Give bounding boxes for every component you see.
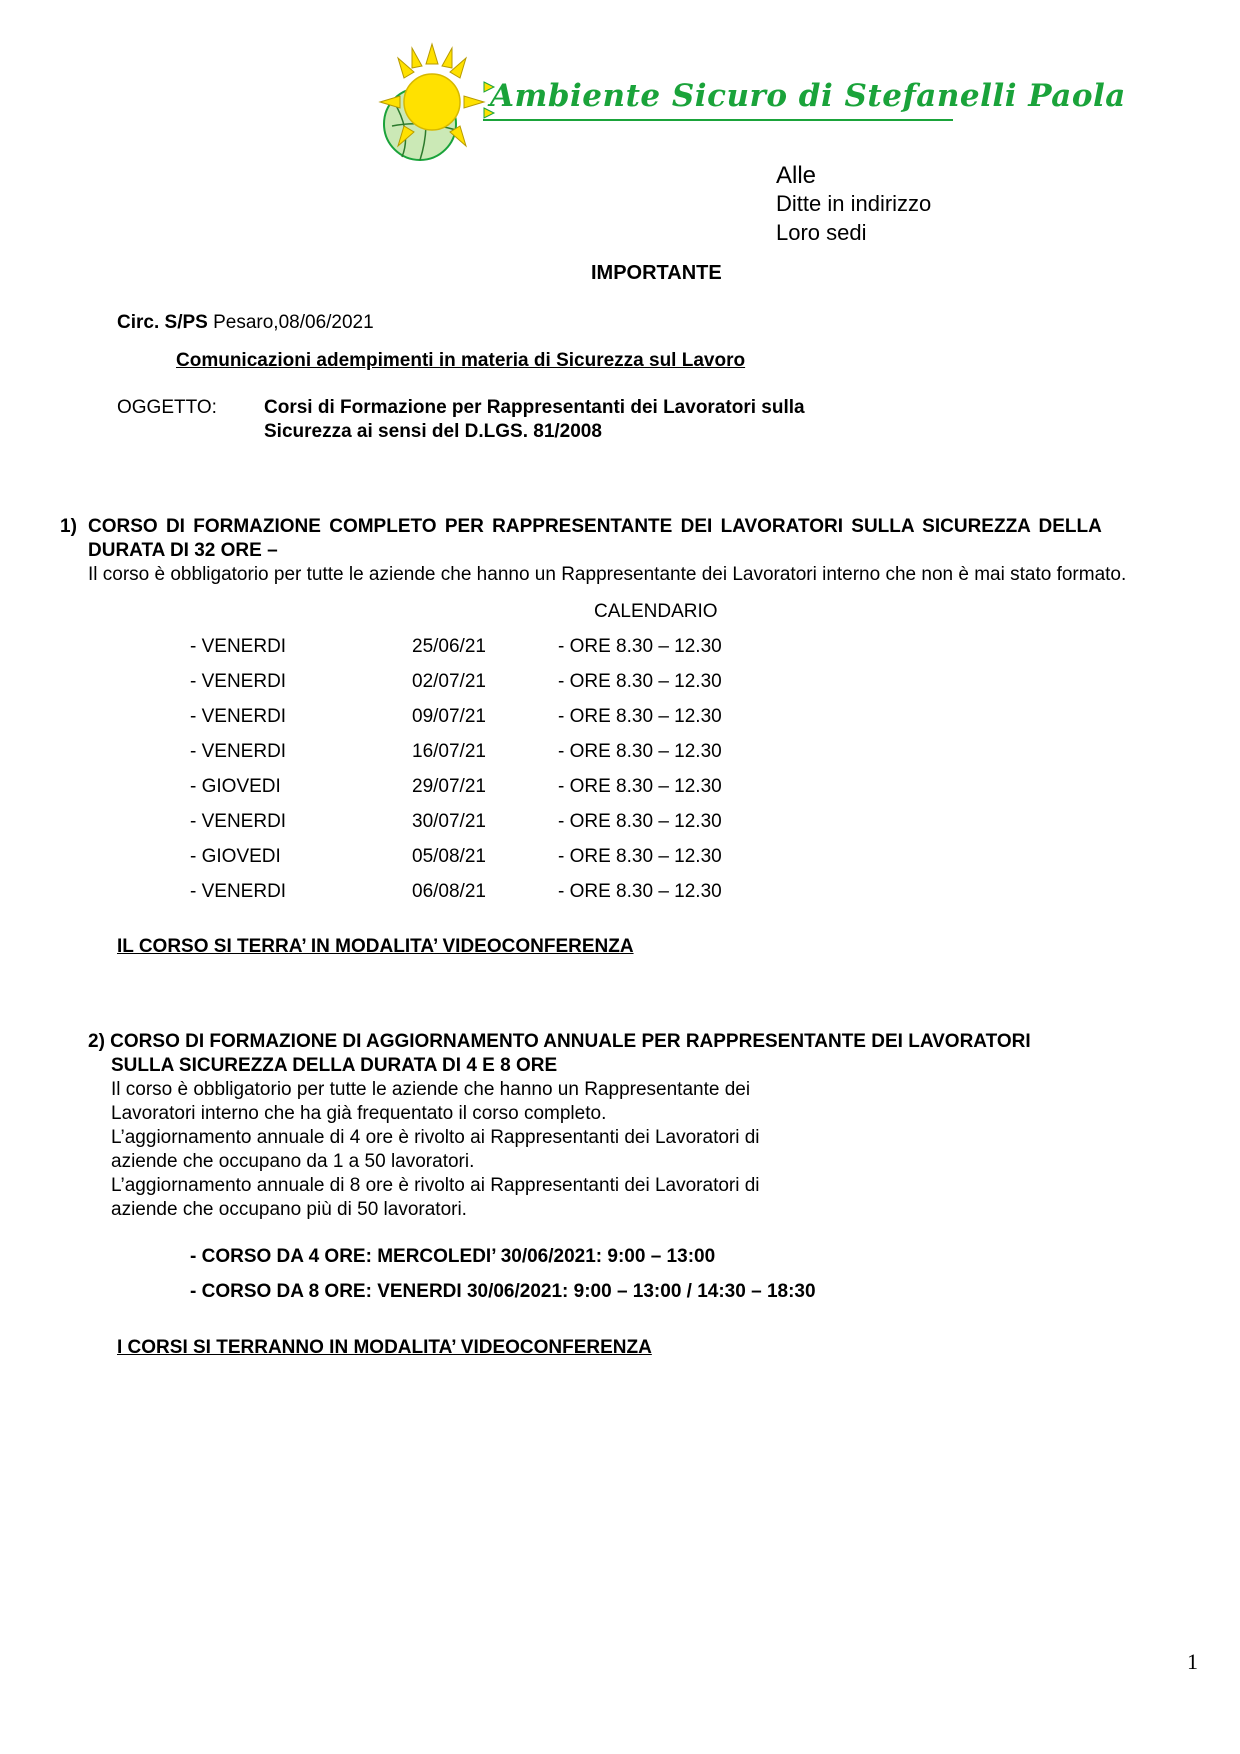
schedule-day: - VENERDI [190, 636, 287, 657]
schedule-day: - GIOVEDI [190, 846, 281, 867]
schedule-time: - ORE 8.30 – 12.30 [558, 776, 722, 797]
schedule-time: - ORE 8.30 – 12.30 [558, 881, 722, 902]
course-8h: - CORSO DA 8 ORE: VENERDI 30/06/2021: 9:00 – 13:00 / 14:30 – 18:30 [190, 1281, 816, 1302]
schedule-time: - ORE 8.30 – 12.30 [558, 636, 722, 657]
schedule-day: - VENERDI [190, 811, 287, 832]
oggetto-label: OGGETTO: [117, 397, 217, 418]
course-4h: - CORSO DA 4 ORE: MERCOLEDI’ 30/06/2021: 9:00 – 13:00 [190, 1246, 716, 1267]
schedule-row [190, 706, 750, 734]
recipient-line: Loro sedi [776, 220, 867, 245]
oggetto-line: Sicurezza ai sensi del D.LGS. 81/2008 [264, 421, 602, 442]
schedule-date: 09/07/21 [412, 706, 486, 727]
schedule-date: 16/07/21 [412, 741, 486, 762]
mode-note: IL CORSO SI TERRA’ IN MODALITA’ VIDEOCONFERENZA [117, 936, 634, 957]
logo-underline [483, 119, 953, 121]
schedule-day: - GIOVEDI [190, 776, 281, 797]
schedule-time: - ORE 8.30 – 12.30 [558, 741, 722, 762]
page-number: 1 [1187, 1649, 1198, 1674]
schedule-day: - VENERDI [190, 706, 287, 727]
schedule-date: 05/08/21 [412, 846, 486, 867]
schedule-row [190, 811, 750, 839]
sun-icon [404, 74, 460, 130]
schedule-date: 30/07/21 [412, 811, 486, 832]
schedule-row [190, 636, 750, 664]
circ-place-date: Pesaro,08/06/2021 [213, 312, 374, 333]
schedule-row [190, 741, 750, 769]
paragraph-line: Il corso è obbligatorio per tutte le aziende che hanno un Rappresentante dei [111, 1079, 751, 1100]
schedule-date: 02/07/21 [412, 671, 486, 692]
paragraph-line: L’aggiornamento annuale di 4 ore è rivolto ai Rappresentanti dei Lavoratori di [111, 1127, 760, 1148]
schedule-time: - ORE 8.30 – 12.30 [558, 811, 722, 832]
schedule-date: 25/06/21 [412, 636, 486, 657]
recipient-line: Ditte in indirizzo [776, 191, 932, 216]
paragraph-line: aziende che occupano più di 50 lavoratori. [111, 1199, 467, 1220]
section-title: DURATA DI 32 ORE – [88, 540, 278, 561]
schedule-row [190, 881, 750, 909]
recipient-line: Alle [776, 162, 817, 189]
schedule-time: - ORE 8.30 – 12.30 [558, 706, 722, 727]
circ-label: Circ. S/PS [117, 312, 208, 333]
schedule-day: - VENERDI [190, 671, 287, 692]
schedule-time: - ORE 8.30 – 12.30 [558, 846, 722, 867]
paragraph-line: L’aggiornamento annuale di 8 ore è rivolto ai Rappresentanti dei Lavoratori di [111, 1175, 760, 1196]
circ-line [117, 312, 374, 334]
company-name: Ambiente Sicuro di Stefanelli Paola [490, 78, 1126, 114]
importante-heading: IMPORTANTE [591, 262, 722, 284]
schedule-time: - ORE 8.30 – 12.30 [558, 671, 722, 692]
schedule-row [190, 776, 750, 804]
paragraph-line: Lavoratori interno che ha già frequentato il corso completo. [111, 1103, 607, 1124]
subject-heading: Comunicazioni adempimenti in materia di Sicurezza sul Lavoro [176, 350, 746, 371]
schedule-row [190, 846, 750, 874]
calendar-label: CALENDARIO [594, 601, 718, 622]
schedule-day: - VENERDI [190, 741, 287, 762]
section-description: Il corso è obbligatorio per tutte le aziende che hanno un Rappresentante dei Lavoratori interno che non è mai stato formato. [88, 564, 1127, 585]
oggetto-line: Corsi di Formazione per Rappresentanti dei Lavoratori sulla [264, 397, 805, 418]
section-number: 1) [60, 516, 77, 537]
section-title: 2) CORSO DI FORMAZIONE DI AGGIORNAMENTO ANNUALE PER RAPPRESENTANTE DEI LAVORATORI [88, 1031, 1031, 1052]
section-title: SULLA SICUREZZA DELLA DURATA DI 4 E 8 ORE [111, 1055, 558, 1076]
schedule-row [190, 671, 750, 699]
schedule-date: 29/07/21 [412, 776, 486, 797]
schedule-day: - VENERDI [190, 881, 287, 902]
schedule-date: 06/08/21 [412, 881, 486, 902]
paragraph-line: aziende che occupano da 1 a 50 lavoratori. [111, 1151, 475, 1172]
section-title: CORSO DI FORMAZIONE COMPLETO PER RAPPRESENTANTE DEI LAVORATORI SULLA SICUREZZA DELLA [88, 516, 1102, 537]
mode-note: I CORSI SI TERRANNO IN MODALITA’ VIDEOCONFERENZA [117, 1337, 652, 1358]
